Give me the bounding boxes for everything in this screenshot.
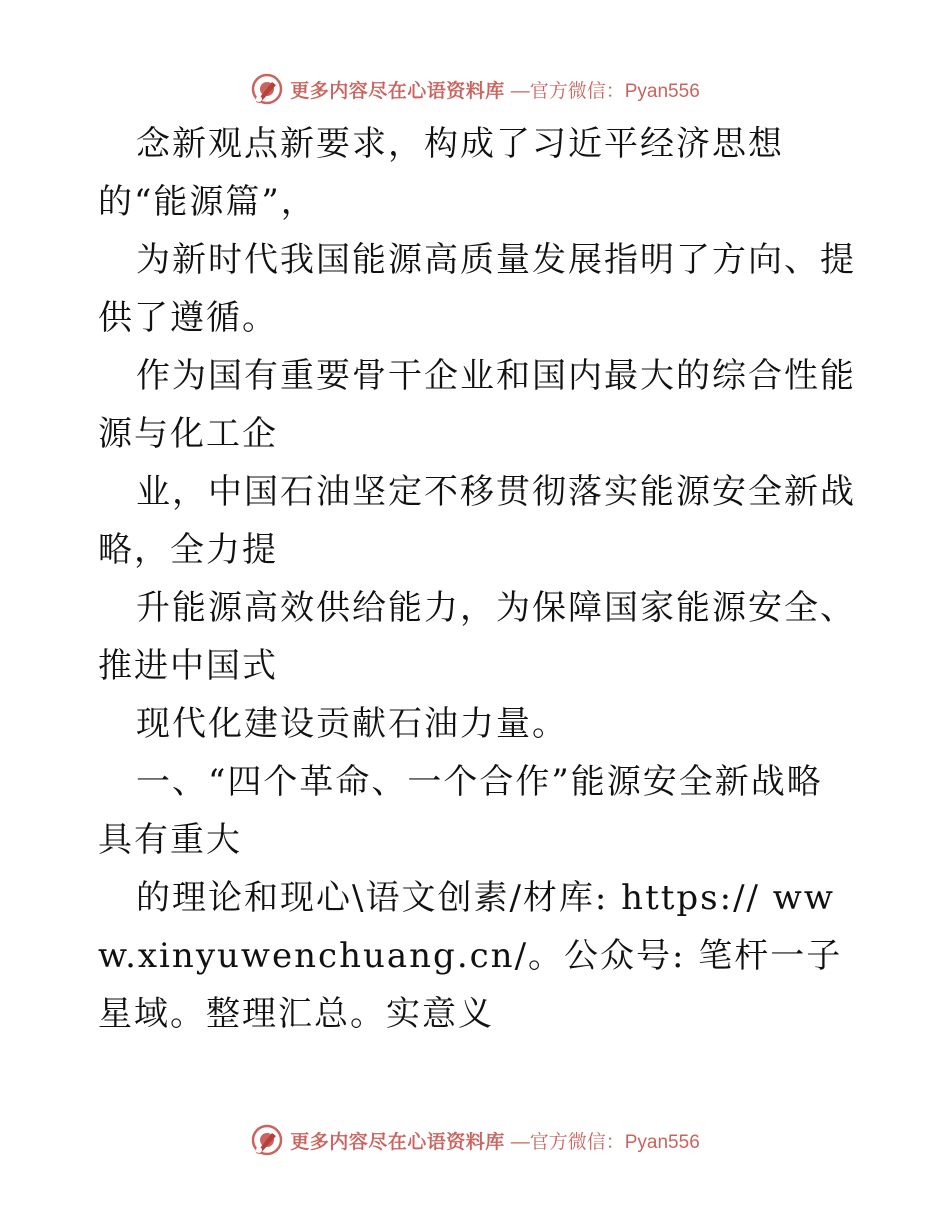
pen-logo-icon [250,72,284,106]
pen-logo-icon [250,1123,284,1157]
paragraph: 一、“四个革命、一个合作”能源安全新战略具有重大 [98,762,823,860]
paragraph: 升能源高效供给能力，为保障国家能源安全、推进中国式 [98,588,856,686]
banner-wechat: —官方微信：Pyan556 [510,80,700,102]
paragraph: 业，中国石油坚定不移贯彻落实能源安全新战略，全力提 [98,472,856,570]
paragraph: 念新观点新要求，构成了习近平经济思想的“能源篇”， [98,124,784,222]
paragraph: 为新时代我国能源高质量发展指明了方向、提供了遵循。 [98,240,856,338]
paragraph: 的理论和现心\语文创素/材库: https:// www.xinyuwenchuang.cn/。公众号: 笔杆一子星域。整理汇总。实意义 [98,878,843,1034]
paragraph: 作为国有重要骨干企业和国内最大的综合性能源与化工企 [98,356,856,454]
banner-title: 更多内容尽在心语资料库 [290,79,505,102]
banner-title: 更多内容尽在心语资料库 [290,1130,505,1153]
paragraph: 现代化建设贡献石油力量。 [136,704,568,744]
document-body [98,115,858,1043]
header-banner [0,72,950,106]
footer-banner [0,1123,950,1157]
banner-wechat: —官方微信：Pyan556 [510,1131,700,1153]
